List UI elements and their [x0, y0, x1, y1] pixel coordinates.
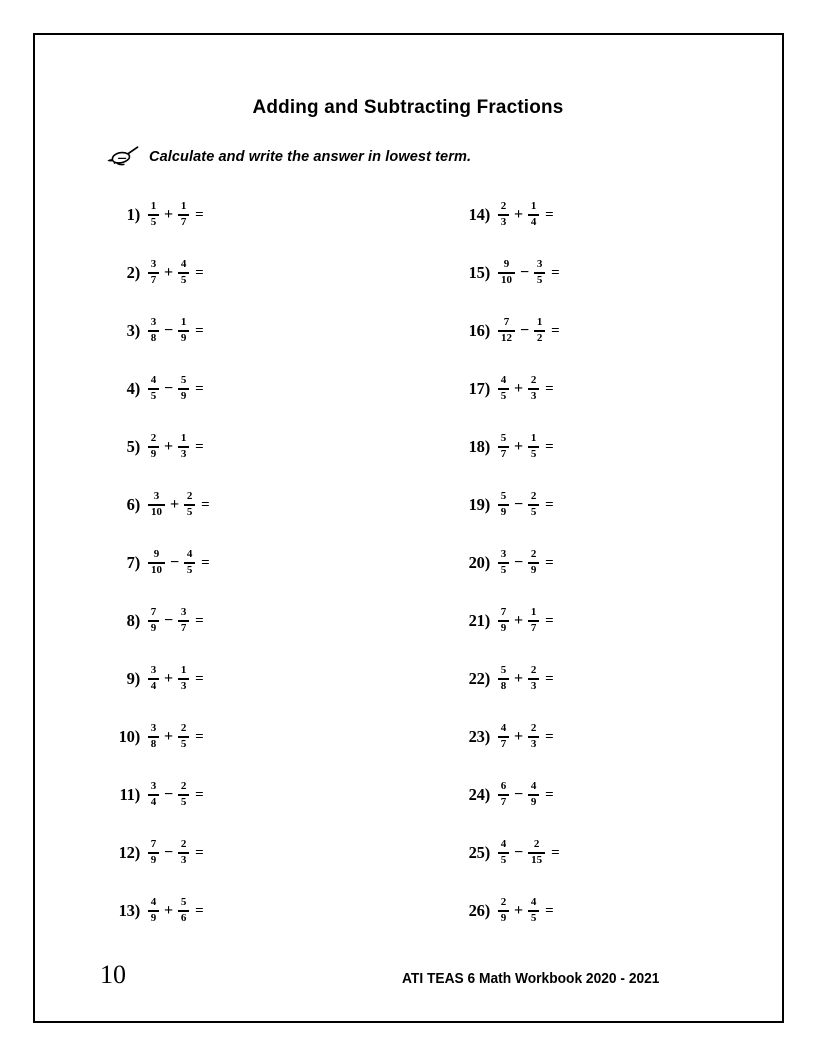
fraction-denominator: 9	[180, 389, 187, 402]
fraction-first	[148, 549, 165, 577]
fraction-first	[498, 839, 509, 867]
problem-row	[110, 244, 210, 302]
fraction-numerator: 4	[150, 896, 157, 909]
equals-symbol: =	[201, 496, 210, 513]
operator-symbol: −	[514, 496, 524, 513]
problem-expression	[147, 723, 204, 751]
problem-number: 26)	[468, 901, 490, 920]
fraction-first	[498, 607, 509, 635]
problem-row	[110, 824, 210, 882]
problem-row	[460, 186, 560, 244]
fraction-numerator: 1	[536, 316, 543, 329]
operator-symbol: −	[514, 554, 524, 571]
fraction-second	[178, 317, 189, 345]
fraction-second	[528, 665, 539, 693]
fraction-denominator: 9	[500, 621, 507, 634]
fraction-denominator: 7	[500, 737, 507, 750]
equals-symbol: =	[545, 554, 554, 571]
problem-expression	[147, 665, 204, 693]
fraction-numerator: 2	[180, 780, 187, 793]
problem-number: 12)	[118, 843, 140, 862]
fraction-denominator: 5	[500, 563, 507, 576]
problem-number: 7)	[126, 553, 140, 572]
fraction-denominator: 5	[500, 853, 507, 866]
fraction-denominator: 4	[150, 795, 157, 808]
problem-number: 6)	[126, 495, 140, 514]
fraction-denominator: 7	[180, 215, 187, 228]
fraction-second	[184, 491, 195, 519]
operator-symbol: −	[164, 380, 174, 397]
fraction-first	[148, 259, 159, 287]
problem-row	[110, 766, 210, 824]
problem-expression	[497, 549, 554, 577]
fraction-first	[148, 317, 159, 345]
operator-symbol: −	[164, 786, 174, 803]
fraction-numerator: 5	[500, 432, 507, 445]
problem-number: 4)	[126, 379, 140, 398]
equals-symbol: =	[195, 728, 204, 745]
equals-symbol: =	[195, 380, 204, 397]
problem-row	[460, 824, 560, 882]
operator-symbol: +	[514, 728, 524, 745]
problem-expression	[147, 491, 210, 519]
fraction-denominator: 3	[500, 215, 507, 228]
fraction-second	[528, 897, 539, 925]
equals-symbol: =	[195, 206, 204, 223]
fraction-first	[498, 781, 509, 809]
fraction-first	[148, 375, 159, 403]
fraction-second	[178, 839, 189, 867]
problem-number: 23)	[468, 727, 490, 746]
fraction-first	[498, 259, 515, 287]
instruction-row	[106, 146, 471, 168]
problem-number: 20)	[468, 553, 490, 572]
fraction-denominator: 7	[530, 621, 537, 634]
problem-expression	[147, 607, 204, 635]
fraction-numerator: 2	[500, 200, 507, 213]
fraction-denominator: 7	[500, 447, 507, 460]
problem-number: 25)	[468, 843, 490, 862]
problem-row	[460, 592, 560, 650]
problem-expression	[147, 259, 204, 287]
fraction-first	[498, 897, 509, 925]
equals-symbol: =	[195, 438, 204, 455]
problem-expression	[497, 491, 554, 519]
problem-number: 16)	[468, 321, 490, 340]
equals-symbol: =	[545, 786, 554, 803]
problem-expression	[147, 839, 204, 867]
problem-number: 22)	[468, 669, 490, 688]
fraction-second	[178, 607, 189, 635]
problem-number: 2)	[126, 263, 140, 282]
operator-symbol: +	[164, 670, 174, 687]
problem-expression	[147, 549, 210, 577]
fraction-second	[178, 201, 189, 229]
fraction-denominator: 9	[530, 795, 537, 808]
fraction-denominator: 8	[150, 737, 157, 750]
problem-column-left	[110, 186, 210, 940]
fraction-numerator: 9	[503, 258, 510, 271]
fraction-denominator: 9	[150, 621, 157, 634]
fraction-numerator: 2	[533, 838, 540, 851]
fraction-numerator: 1	[150, 200, 157, 213]
fraction-denominator: 5	[150, 389, 157, 402]
fraction-first	[148, 897, 159, 925]
fraction-second	[528, 723, 539, 751]
fraction-first	[498, 665, 509, 693]
fraction-numerator: 1	[530, 432, 537, 445]
operator-symbol: +	[514, 902, 524, 919]
problem-row	[110, 708, 210, 766]
operator-symbol: +	[164, 902, 174, 919]
fraction-numerator: 7	[150, 838, 157, 851]
fraction-denominator: 5	[530, 505, 537, 518]
equals-symbol: =	[551, 322, 560, 339]
equals-symbol: =	[195, 322, 204, 339]
fraction-denominator: 9	[180, 331, 187, 344]
fraction-numerator: 2	[530, 548, 537, 561]
operator-symbol: +	[514, 206, 524, 223]
fraction-denominator: 4	[530, 215, 537, 228]
problem-row	[110, 476, 210, 534]
operator-symbol: +	[514, 612, 524, 629]
operator-symbol: −	[520, 264, 530, 281]
problem-number: 10)	[118, 727, 140, 746]
fraction-denominator: 5	[530, 447, 537, 460]
problem-number: 15)	[468, 263, 490, 282]
fraction-denominator: 5	[530, 911, 537, 924]
problem-row	[110, 418, 210, 476]
operator-symbol: −	[164, 322, 174, 339]
problem-expression	[147, 433, 204, 461]
fraction-first	[498, 549, 509, 577]
fraction-numerator: 2	[530, 664, 537, 677]
problem-number: 13)	[118, 901, 140, 920]
problem-expression	[147, 897, 204, 925]
problem-expression	[147, 317, 204, 345]
fraction-second	[528, 781, 539, 809]
fraction-numerator: 5	[500, 490, 507, 503]
fraction-numerator: 2	[500, 896, 507, 909]
fraction-denominator: 15	[531, 853, 543, 866]
problem-row	[110, 650, 210, 708]
fraction-numerator: 7	[500, 606, 507, 619]
problem-row	[460, 244, 560, 302]
equals-symbol: =	[545, 670, 554, 687]
operator-symbol: +	[170, 496, 180, 513]
equals-symbol: =	[545, 438, 554, 455]
fraction-denominator: 9	[500, 911, 507, 924]
problem-expression	[497, 259, 560, 287]
quill-pen-icon	[106, 146, 140, 168]
fraction-numerator: 6	[500, 780, 507, 793]
problem-expression	[497, 723, 554, 751]
fraction-denominator: 2	[536, 331, 543, 344]
equals-symbol: =	[195, 612, 204, 629]
operator-symbol: +	[514, 670, 524, 687]
fraction-second	[178, 781, 189, 809]
problem-row	[110, 882, 210, 940]
fraction-second	[178, 259, 189, 287]
fraction-denominator: 8	[150, 331, 157, 344]
operator-symbol: +	[164, 264, 174, 281]
fraction-first	[148, 723, 159, 751]
problem-number: 3)	[126, 321, 140, 340]
equals-symbol: =	[195, 786, 204, 803]
fraction-denominator: 9	[150, 911, 157, 924]
problem-expression	[497, 317, 560, 345]
problem-number: 21)	[468, 611, 490, 630]
fraction-numerator: 4	[500, 838, 507, 851]
equals-symbol: =	[545, 206, 554, 223]
fraction-numerator: 2	[180, 722, 187, 735]
fraction-numerator: 3	[180, 606, 187, 619]
fraction-second	[528, 433, 539, 461]
fraction-numerator: 1	[180, 316, 187, 329]
problem-row	[460, 476, 560, 534]
fraction-denominator: 5	[180, 273, 187, 286]
operator-symbol: +	[514, 438, 524, 455]
fraction-denominator: 10	[501, 273, 512, 286]
instruction-text: Calculate and write the answer in lowest term.	[149, 149, 472, 165]
fraction-denominator: 9	[530, 563, 537, 576]
fraction-denominator: 3	[180, 679, 187, 692]
problem-expression	[497, 665, 554, 693]
fraction-denominator: 7	[180, 621, 187, 634]
problem-number: 19)	[468, 495, 490, 514]
fraction-numerator: 1	[530, 200, 537, 213]
operator-symbol: −	[514, 844, 524, 861]
problem-number: 11)	[119, 785, 140, 804]
fraction-denominator: 5	[180, 737, 187, 750]
equals-symbol: =	[545, 612, 554, 629]
footer-book-title: ATI TEAS 6 Math Workbook 2020 - 2021	[402, 971, 660, 987]
fraction-second	[184, 549, 195, 577]
operator-symbol: −	[514, 786, 524, 803]
fraction-first	[498, 723, 509, 751]
problem-number: 1)	[126, 205, 140, 224]
equals-symbol: =	[551, 264, 560, 281]
problem-expression	[497, 201, 554, 229]
equals-symbol: =	[545, 902, 554, 919]
fraction-denominator: 12	[501, 331, 512, 344]
problem-number: 17)	[468, 379, 490, 398]
fraction-second	[178, 723, 189, 751]
fraction-numerator: 2	[186, 490, 193, 503]
equals-symbol: =	[195, 670, 204, 687]
fraction-numerator: 4	[500, 722, 507, 735]
operator-symbol: +	[164, 438, 174, 455]
fraction-second	[534, 259, 545, 287]
fraction-denominator: 9	[150, 447, 157, 460]
fraction-denominator: 7	[500, 795, 507, 808]
operator-symbol: −	[520, 322, 530, 339]
fraction-first	[148, 433, 159, 461]
problem-row	[460, 708, 560, 766]
fraction-numerator: 3	[150, 722, 157, 735]
equals-symbol: =	[545, 496, 554, 513]
problem-expression	[147, 375, 204, 403]
equals-symbol: =	[545, 728, 554, 745]
problem-number: 9)	[126, 669, 140, 688]
fraction-first	[498, 375, 509, 403]
operator-symbol: −	[164, 612, 174, 629]
fraction-numerator: 3	[536, 258, 543, 271]
fraction-numerator: 1	[180, 200, 187, 213]
fraction-denominator: 8	[500, 679, 507, 692]
fraction-numerator: 3	[150, 664, 157, 677]
problem-number: 5)	[126, 437, 140, 456]
fraction-denominator: 7	[150, 273, 157, 286]
fraction-denominator: 3	[530, 737, 537, 750]
fraction-denominator: 9	[150, 853, 157, 866]
fraction-first	[148, 607, 159, 635]
fraction-numerator: 1	[530, 606, 537, 619]
operator-symbol: +	[164, 728, 174, 745]
operator-symbol: +	[514, 380, 524, 397]
equals-symbol: =	[195, 264, 204, 281]
fraction-numerator: 2	[180, 838, 187, 851]
problem-expression	[497, 839, 560, 867]
fraction-numerator: 2	[530, 722, 537, 735]
fraction-numerator: 3	[150, 258, 157, 271]
fraction-second	[528, 201, 539, 229]
problem-row	[110, 534, 210, 592]
problem-number: 18)	[468, 437, 490, 456]
problem-expression	[497, 607, 554, 635]
fraction-second	[178, 897, 189, 925]
equals-symbol: =	[195, 902, 204, 919]
problem-row	[110, 186, 210, 244]
problem-row	[460, 302, 560, 360]
problem-expression	[497, 781, 554, 809]
operator-symbol: +	[164, 206, 174, 223]
problem-column-right	[460, 186, 560, 940]
fraction-second	[534, 317, 545, 345]
problem-row	[460, 360, 560, 418]
fraction-numerator: 4	[186, 548, 193, 561]
problem-number: 8)	[126, 611, 140, 630]
fraction-denominator: 3	[530, 389, 537, 402]
fraction-denominator: 5	[536, 273, 543, 286]
problem-row	[460, 418, 560, 476]
fraction-first	[148, 491, 165, 519]
fraction-numerator: 1	[180, 432, 187, 445]
problem-row	[110, 302, 210, 360]
fraction-denominator: 9	[500, 505, 507, 518]
problem-number: 14)	[468, 205, 490, 224]
fraction-denominator: 10	[151, 563, 162, 576]
fraction-first	[498, 433, 509, 461]
fraction-numerator: 3	[150, 316, 157, 329]
fraction-denominator: 5	[180, 795, 187, 808]
fraction-numerator: 9	[153, 548, 160, 561]
fraction-first	[148, 839, 159, 867]
fraction-second	[178, 665, 189, 693]
fraction-numerator: 2	[530, 490, 537, 503]
fraction-numerator: 4	[180, 258, 187, 271]
fraction-numerator: 1	[180, 664, 187, 677]
fraction-denominator: 3	[530, 679, 537, 692]
fraction-numerator: 2	[530, 374, 537, 387]
equals-symbol: =	[195, 844, 204, 861]
fraction-first	[148, 201, 159, 229]
problem-row	[110, 360, 210, 418]
problem-row	[460, 650, 560, 708]
fraction-denominator: 3	[180, 853, 187, 866]
operator-symbol: −	[170, 554, 180, 571]
page-title: Adding and Subtracting Fractions	[252, 96, 564, 118]
fraction-numerator: 3	[150, 780, 157, 793]
fraction-numerator: 4	[500, 374, 507, 387]
fraction-denominator: 5	[150, 215, 157, 228]
problem-row	[110, 592, 210, 650]
fraction-first	[498, 317, 515, 345]
problem-expression	[147, 781, 204, 809]
problem-expression	[497, 375, 554, 403]
fraction-first	[498, 201, 509, 229]
fraction-first	[148, 781, 159, 809]
problem-expression	[147, 201, 204, 229]
fraction-numerator: 5	[500, 664, 507, 677]
fraction-numerator: 5	[180, 374, 187, 387]
fraction-first	[148, 665, 159, 693]
fraction-second	[528, 549, 539, 577]
problem-expression	[497, 433, 554, 461]
fraction-denominator: 4	[150, 679, 157, 692]
fraction-second	[178, 433, 189, 461]
fraction-numerator: 3	[500, 548, 507, 561]
fraction-numerator: 7	[150, 606, 157, 619]
fraction-numerator: 2	[150, 432, 157, 445]
problem-row	[460, 882, 560, 940]
equals-symbol: =	[551, 844, 560, 861]
problem-number: 24)	[468, 785, 490, 804]
fraction-denominator: 3	[180, 447, 187, 460]
fraction-numerator: 4	[530, 780, 537, 793]
fraction-numerator: 4	[150, 374, 157, 387]
fraction-first	[498, 491, 509, 519]
equals-symbol: =	[201, 554, 210, 571]
fraction-second	[528, 607, 539, 635]
fraction-numerator: 5	[180, 896, 187, 909]
problem-row	[460, 766, 560, 824]
fraction-numerator: 7	[503, 316, 510, 329]
fraction-second	[528, 375, 539, 403]
fraction-second	[178, 375, 189, 403]
fraction-second	[528, 491, 539, 519]
fraction-denominator: 5	[186, 505, 193, 518]
operator-symbol: −	[164, 844, 174, 861]
equals-symbol: =	[545, 380, 554, 397]
fraction-second	[528, 839, 545, 867]
problem-expression	[497, 897, 554, 925]
fraction-denominator: 6	[180, 911, 187, 924]
problem-row	[460, 534, 560, 592]
fraction-numerator: 3	[153, 490, 160, 503]
fraction-numerator: 4	[530, 896, 537, 909]
fraction-denominator: 5	[186, 563, 193, 576]
fraction-denominator: 10	[151, 505, 162, 518]
fraction-denominator: 5	[500, 389, 507, 402]
page-number: 10	[100, 960, 126, 989]
